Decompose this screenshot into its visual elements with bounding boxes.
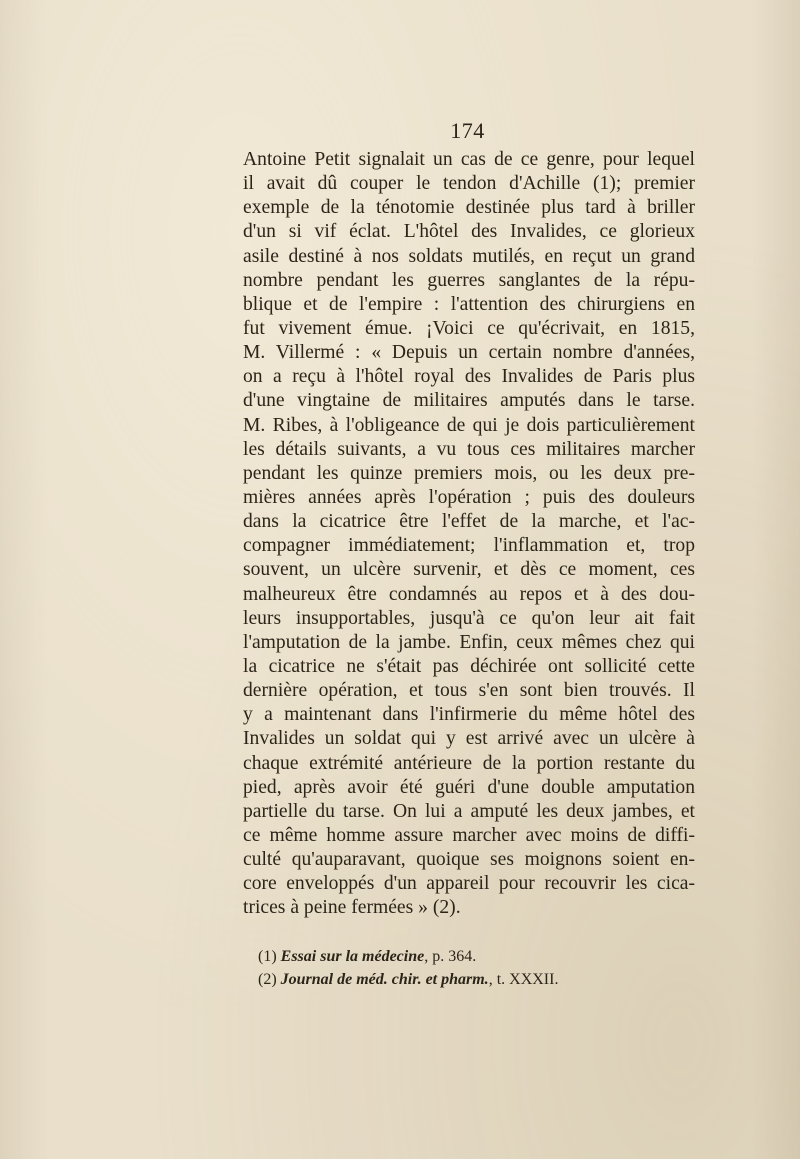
text-line: on a reçu à l'hôtel royal des Invalides de Paris plus [243,366,695,388]
footnote-title: Essai sur la médecine [280,948,425,965]
text-line: exemple de la ténotomie destinée plus tard à briller [243,197,695,219]
footnote [258,945,698,968]
text-line: y a maintenant dans l'infirmerie du même hôtel des [243,704,695,726]
text-line: il avait dû couper le tendon d'Achille (1); premier [243,173,695,195]
text-line: malheureux être condamnés au repos et à des dou- [243,583,695,605]
text-line: fut vivement émue. ¡Voici ce qu'écrivait, en 1815, [243,317,695,339]
footnote [258,968,698,991]
text-line: compagner immédiatement; l'inflammation et, trop [243,535,695,557]
text-line: d'un si vif éclat. L'hôtel des Invalides, ce glorieux [243,221,695,243]
text-line: blique et de l'empire : l'attention des chirurgiens en [243,293,695,315]
text-line: mières années après l'opération ; puis des douleurs [243,486,695,508]
page-number: 174 [450,118,485,143]
text-line: partielle du tarse. On lui a amputé les deux jambes, et [243,800,695,822]
footnote-marker: (2) [258,971,277,988]
text-line: l'amputation de la jambe. Enfin, ceux mêmes chez qui [243,631,695,653]
text-line: chaque extrémité antérieure de la portion restante du [243,752,695,774]
text-line: culté qu'auparavant, quoique ses moignons soient en- [243,849,695,871]
footnote-citation: , t. XXXII. [488,971,559,988]
text-line: dernière opération, et tous s'en sont bien trouvés. Il [243,680,695,702]
text-line: souvent, un ulcère survenir, et dès ce moment, ces [243,559,695,581]
footnotes [258,945,698,991]
text-line: dans la cicatrice être l'effet de la marche, et l'ac- [243,511,695,533]
text-line: trices à peine fermées » (2). [243,897,461,919]
footnote-marker: (1) [258,948,277,965]
text-line: pendant les quinze premiers mois, ou les deux pre- [243,462,695,484]
text-line: d'une vingtaine de militaires amputés dans le tarse. [243,390,695,412]
text-line: Invalides un soldat qui y est arrivé avec un ulcère à [243,728,695,750]
text-line: M. Ribes, à l'obligeance de qui je dois particulièrement [243,414,695,436]
text-line: asile destiné à nos soldats mutilés, en reçut un grand [243,245,695,267]
text-line: M. Villermé : « Depuis un certain nombre d'années, [243,342,695,364]
body-text [243,148,695,921]
text-line: core enveloppés d'un appareil pour recouvrir les cica- [243,873,695,895]
text-line: les détails suivants, a vu tous ces militaires marcher [243,438,695,460]
text-line: Antoine Petit signalait un cas de ce genre, pour lequel [243,149,695,170]
text-line: ce même homme assure marcher avec moins de diffi- [243,824,695,846]
text-line: pied, après avoir été guéri d'une double amputation [243,776,695,798]
text-line: leurs insupportables, jusqu'à ce qu'on leur ait fait [243,607,695,629]
footnote-citation: , p. 364. [424,948,477,965]
text-line: nombre pendant les guerres sanglantes de la répu- [243,269,695,291]
text-line: la cicatrice ne s'était pas déchirée ont sollicité cette [243,655,695,677]
footnote-title: Journal de méd. chir. et pharm. [280,971,489,988]
